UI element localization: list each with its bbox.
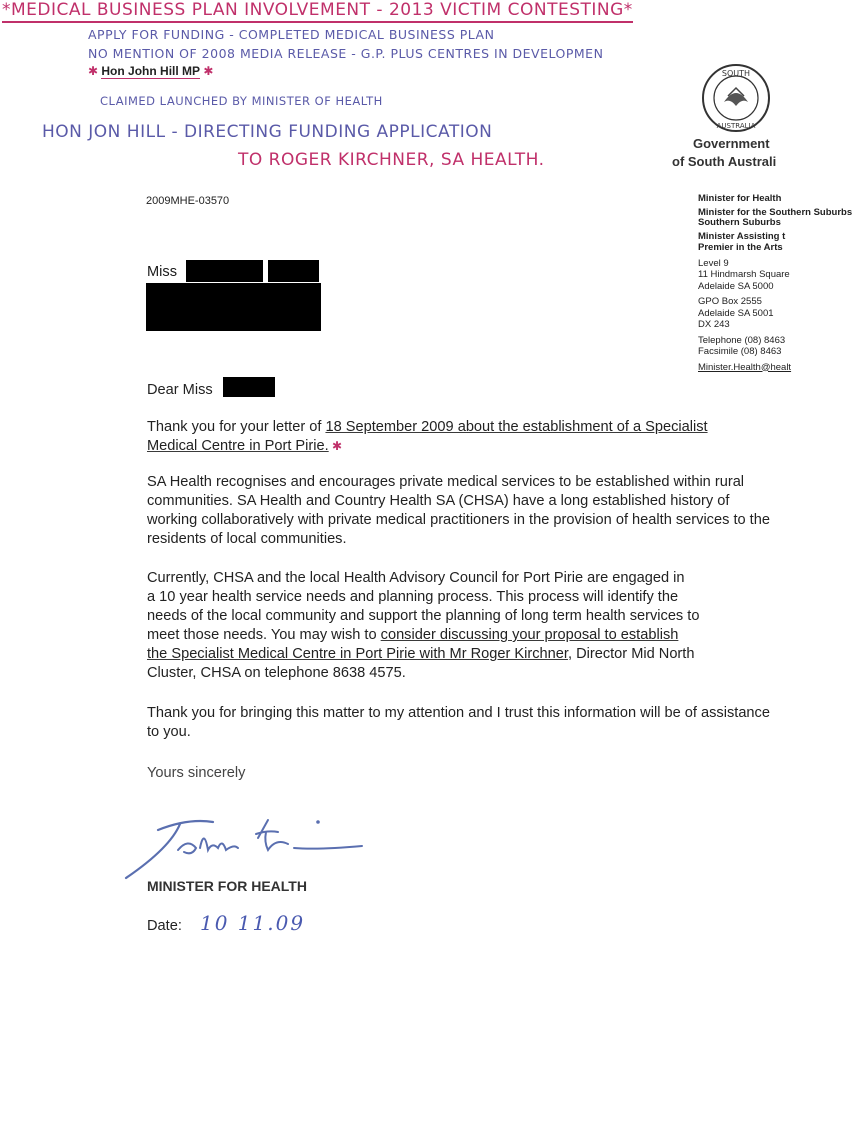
paragraph-line: the Specialist Medical Centre in Port Pirie with Mr Roger Kirchner, Director Mid North (147, 646, 695, 662)
email: Minister.Health@healt (698, 361, 792, 373)
mp-name: Hon John Hill MP (101, 64, 201, 78)
redaction-block (268, 260, 319, 282)
redaction-block (146, 283, 321, 331)
role-line: Minister for Health (698, 193, 782, 204)
asterisk-mark: ✱ (88, 64, 102, 78)
postal-line: GPO Box 2555 (698, 296, 762, 307)
paragraph-line: Thank you for your letter of 18 September 2009 about the establishment of a Specialist (147, 419, 708, 435)
date-label: Date: (147, 918, 182, 934)
redaction-block (223, 377, 275, 397)
paragraph-4: Thank you for bringing this matter to my attention and I trust this information will be of assistance to you. (147, 705, 770, 740)
paragraph-2: SA Health recognises and encourages private medical services to be established within rural communities. SA Health and Country Health SA (CHSA) have a long established history of working collaboratively with private medical practitioners in the provision of health services to the residents of local communities. (147, 474, 770, 547)
date-value: 10 11.09 (200, 911, 306, 935)
government-title: Government (693, 136, 770, 151)
postal-line: Adelaide SA 5001 (698, 307, 774, 319)
address-line: Level 9 (698, 257, 729, 269)
paragraph-line: Currently, CHSA and the local Health Advisory Council for Port Pirie are engaged in (147, 570, 685, 586)
role-line: Premier in the Arts (698, 242, 783, 253)
annotation-line-3: NO MENTION OF 2008 MEDIA RELEASE - G.P. PLUS CENTRES IN DEVELOPMEN (88, 46, 604, 61)
closing: Yours sincerely (147, 765, 246, 781)
annotation-heading: *MEDICAL BUSINESS PLAN INVOLVEMENT - 2013 VICTIM CONTESTING* (2, 0, 633, 23)
annotation-line-2: APPLY FOR FUNDING - COMPLETED MEDICAL BUSINESS PLAN (88, 27, 495, 42)
telephone: Telephone (08) 8463 (698, 334, 786, 346)
role-line: Minister for the Southern Suburbs (698, 206, 852, 218)
government-subtitle: of South Australi (672, 154, 777, 169)
paragraph-line: meet those needs. You may wish to consider discussing your proposal to establish (147, 627, 679, 643)
annotation-line-5: HON JON HILL - DIRECTING FUNDING APPLICATION (42, 122, 493, 142)
asterisk-mark: ✱ (200, 64, 214, 78)
signature-icon (118, 808, 368, 883)
paragraph-line: needs of the local community and support the planning of long term health services to (147, 608, 700, 624)
paragraph-line: Cluster, CHSA on telephone 8638 4575. (147, 665, 406, 681)
svg-text:SOUTH: SOUTH (721, 69, 751, 78)
role-line: Minister Assisting t (698, 230, 786, 242)
paragraph-line: Medical Centre in Port Pirie. ✱ (147, 438, 343, 454)
address-line: 11 Hindmarsh Square (698, 269, 790, 280)
reference-number: 2009MHE-03570 (146, 195, 230, 207)
paragraph-1 (147, 418, 787, 456)
signatory-title: MINISTER FOR HEALTH (147, 878, 307, 894)
annotation-line-4: CLAIMED LAUNCHED BY MINISTER OF HEALTH (100, 94, 383, 108)
paragraph-line: a 10 year health service needs and planning process. This process will identify the (147, 589, 679, 605)
greeting: Dear Miss (147, 382, 213, 398)
state-seal-icon (700, 62, 772, 134)
paragraph-3 (147, 569, 787, 683)
mp-name-line (88, 64, 213, 78)
address-line: Adelaide SA 5000 (698, 280, 774, 292)
annotation-line-6: TO ROGER KIRCHNER, SA HEALTH. (238, 150, 545, 170)
role-line: Southern Suburbs (698, 217, 781, 228)
facsimile: Facsimile (08) 8463 (698, 346, 782, 357)
postal-line: DX 243 (698, 319, 730, 330)
redaction-block (186, 260, 263, 282)
minister-sidebar (698, 193, 852, 373)
svg-text:AUSTRALIA: AUSTRALIA (716, 122, 756, 130)
recipient-prefix: Miss (147, 264, 177, 280)
